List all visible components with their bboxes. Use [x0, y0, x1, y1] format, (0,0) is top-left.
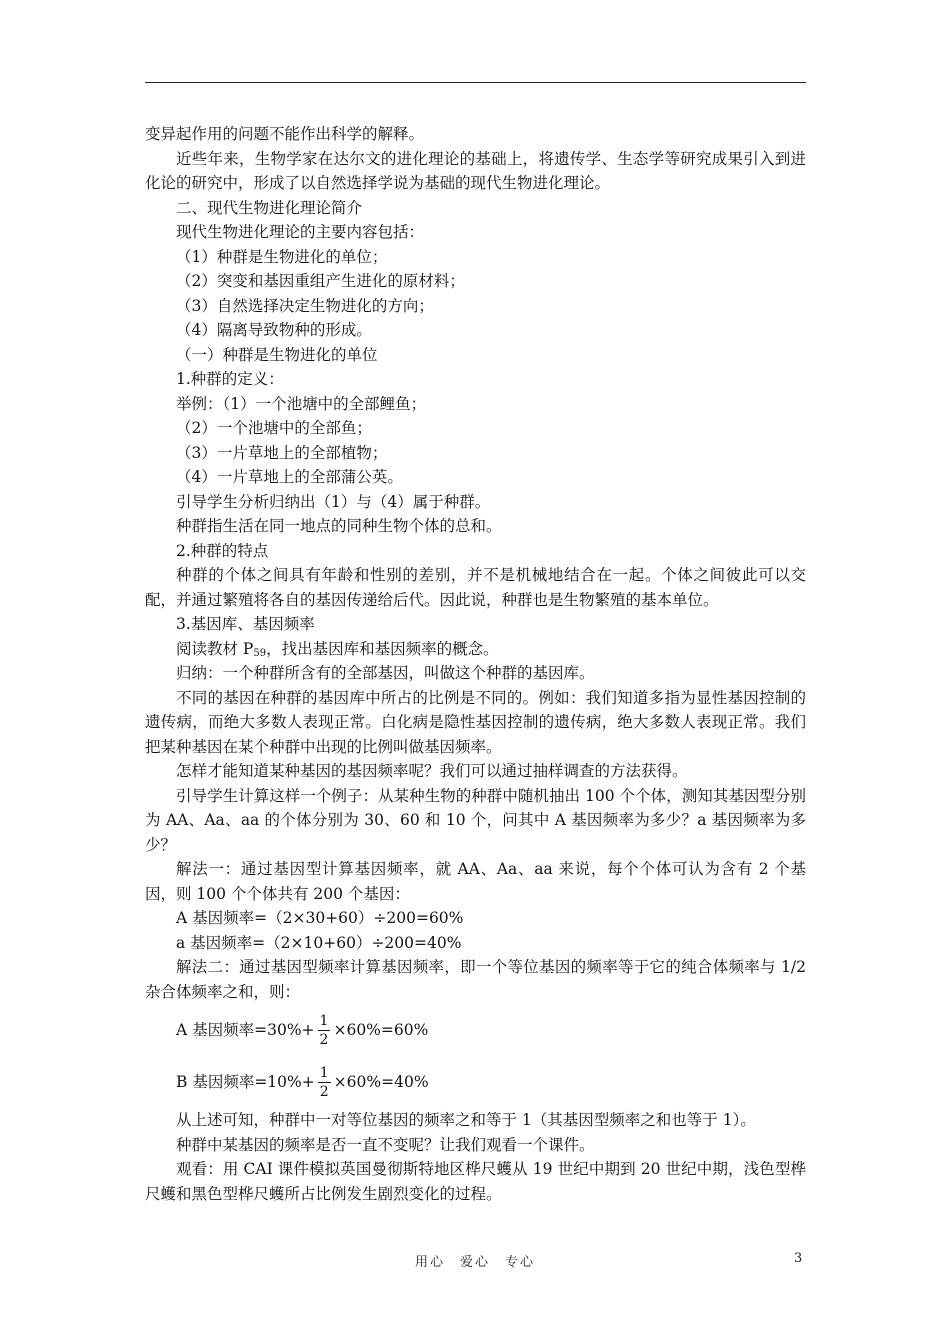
example-item: 举例：（1）一个池塘中的全部鲤鱼； — [176, 394, 427, 413]
paragraph-population-traits: 种群的个体之间具有年龄和性别的差别，并不是机械地结合在一起。个体之间彼此可以交配，并通过繁殖将各自的基因传递给后代。因此说，种群也是生物繁殖的基本单位。 — [145, 566, 806, 609]
formula-suffix: ×60%=60% — [333, 1020, 429, 1039]
page-subscript: 59 — [253, 647, 267, 659]
text-line: 怎样才能知道某种基因的基因频率呢？我们可以通过抽样调查的方法获得。 — [176, 762, 688, 780]
numbered-heading: 1.种群的定义： — [176, 370, 284, 388]
list-item: （2）突变和基因重组产生进化的原材料； — [176, 272, 465, 290]
subsection-heading: （一）种群是生物进化的单位 — [176, 345, 378, 364]
fraction — [318, 1064, 331, 1101]
formula-line: A 基因频率=（2×30+60）÷200=60% — [176, 909, 464, 927]
text-line: 种群中某基因的频率是否一直不变呢？让我们观看一个课件。 — [176, 1135, 595, 1154]
fraction-denominator: 2 — [319, 1083, 329, 1100]
list-item: （1）种群是生物进化的单位； — [176, 247, 388, 266]
fraction-formula — [145, 1056, 806, 1108]
paragraph-observation: 观看：用 CAI 课件模拟英国曼彻斯特地区桦尺蠖从 19 世纪中期到 20 世纪中期，浅色型桦尺蠖和黑色型桦尺蠖所占比例发生剧烈变化的过程。 — [145, 1160, 806, 1203]
formula-suffix: ×60%=40% — [333, 1072, 429, 1091]
numbered-heading: 2.种群的特点 — [176, 541, 269, 560]
formula-prefix: A 基因频率=30%+ — [176, 1020, 315, 1039]
section-heading: 二、现代生物进化理论简介 — [176, 198, 363, 217]
fraction — [318, 1012, 331, 1049]
paragraph-example: 引导学生计算这样一个例子：从某种生物的种群中随机抽出 100 个个体，测知其基因型分别为 AA、Aa、aa 的个体分别为 30、60 和 10 个，问其中 A 基因频率为多少？a 基因频率为多少？ — [145, 786, 806, 854]
paragraph-method-two: 解法二：通过基因型频率计算基因频率，即一个等位基因的频率等于它的纯合体频率与 1/2 杂合体频率之和，则： — [145, 958, 806, 1001]
footer-motto: 用心 爱心 专心 — [414, 1255, 535, 1270]
reading-instruction — [145, 637, 806, 662]
fraction-numerator: 1 — [319, 1064, 329, 1081]
text-line: 从上述可知，种群中一对等位基因的频率之和等于 1（其基因型频率之和也等于 1）。 — [176, 1111, 756, 1129]
page-number: 3 — [794, 1251, 803, 1266]
paragraph-gene-frequency: 不同的基因在种群的基因库中所占的比例是不同的。例如：我们知道多指为显性基因控制的遗传病，而绝大多数人表现正常。白化病是隐性基因控制的遗传病，绝大多数人表现正常。我们把某种基因在某个种群中出现的比例叫做基因频率。 — [145, 688, 806, 756]
reading-text: 阅读教材 P — [176, 639, 254, 658]
summary-line: 归纳：一个种群所含有的全部基因，叫做这个种群的基因库。 — [176, 664, 595, 682]
reading-text-tail: ，找出基因库和基因频率的概念。 — [266, 639, 499, 658]
formula-line: a 基因频率=（2×10+60）÷200=40% — [176, 933, 462, 952]
fraction-formula — [145, 1004, 806, 1056]
paragraph-method-one: 解法一：通过基因型计算基因频率，就 AA、Aa、aa 来说，每个个体可认为含有 2 个基因，则 100 个个体共有 200 个基因： — [145, 860, 806, 903]
paragraph-intro: 近些年来，生物学家在达尔文的进化理论的基础上，将遗传学、生态学等研究成果引入到进化论的研究中，形成了以自然选择学说为基础的现代生物进化理论。 — [145, 149, 806, 192]
document-body — [145, 122, 806, 1206]
paragraph-continuation: 变异起作用的问题不能作出科学的解释。 — [145, 125, 425, 143]
definition-line: 种群指生活在同一地点的同种生物个体的总和。 — [176, 517, 502, 535]
header-rule — [145, 82, 806, 83]
list-item: （4）隔离导致物种的形成。 — [176, 321, 372, 339]
example-item: （4）一片草地上的全部蒲公英。 — [176, 468, 403, 486]
fraction-denominator: 2 — [319, 1031, 329, 1048]
list-intro: 现代生物进化理论的主要内容包括： — [176, 223, 425, 241]
example-item: （2）一个池塘中的全部鱼； — [176, 419, 372, 437]
example-item: （3）一片草地上的全部植物； — [176, 443, 388, 462]
text-line: 引导学生分析归纳出（1）与（4）属于种群。 — [176, 492, 491, 511]
formula-prefix: B 基因频率=10%+ — [176, 1072, 315, 1091]
numbered-heading: 3.基因库、基因频率 — [176, 615, 315, 633]
fraction-numerator: 1 — [319, 1012, 329, 1029]
list-item: （3）自然选择决定生物进化的方向； — [176, 296, 434, 315]
